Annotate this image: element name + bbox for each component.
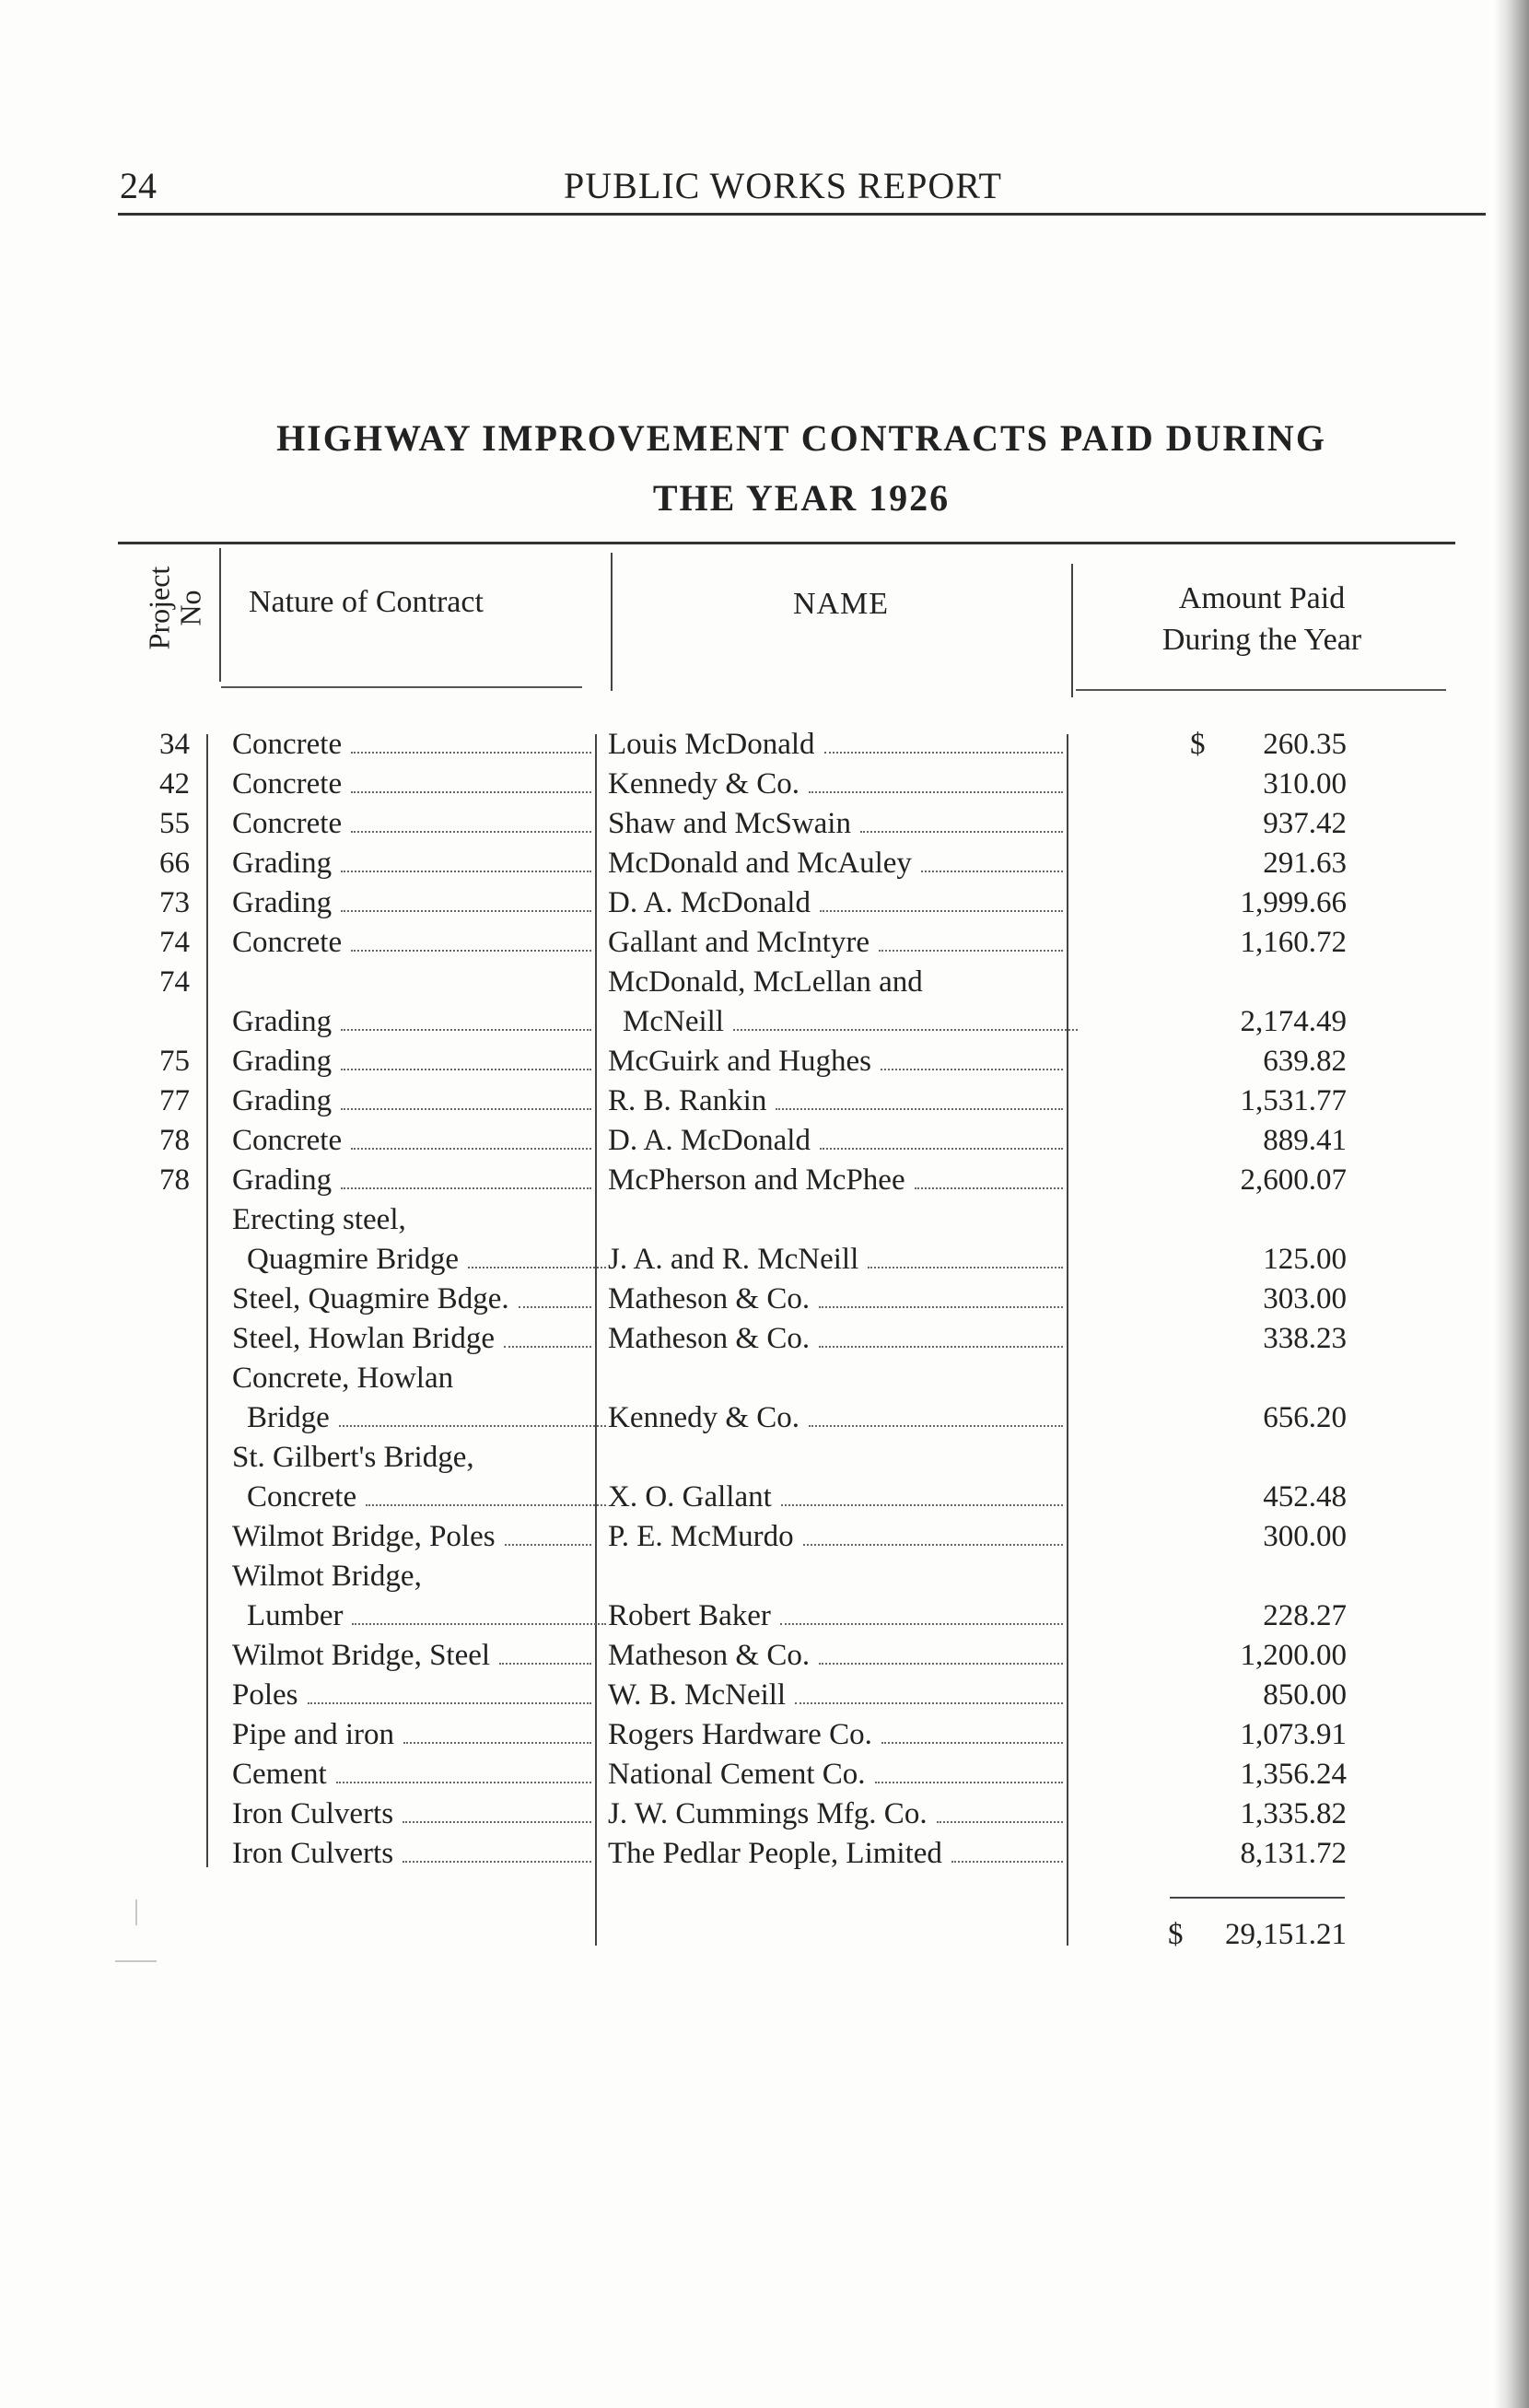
dot-leader (860, 831, 1063, 833)
dot-leader (776, 1108, 1063, 1110)
table-row (0, 1678, 1455, 1718)
project-no-cell: 66 (159, 847, 190, 880)
contractor-name-cell (608, 965, 1065, 1045)
contractor-name-cell (608, 926, 1065, 965)
grand-total (1161, 1918, 1347, 1952)
dot-leader (351, 1148, 591, 1150)
print-smudge (135, 1900, 137, 1925)
contractor-name-cell (608, 728, 1065, 767)
table-row (0, 886, 1455, 926)
nature-cell (232, 1837, 593, 1876)
dot-leader (351, 831, 591, 833)
dot-leader (809, 791, 1063, 793)
nature-text: Grading (232, 1084, 333, 1117)
amount-cell: 1,335.82 (1240, 1797, 1347, 1830)
nature-text: Concrete (247, 1480, 357, 1514)
nature-cell (232, 807, 593, 847)
nature-text: Quagmire Bridge (247, 1243, 460, 1276)
contractor-name-text: Kennedy & Co. (608, 1401, 800, 1434)
amount-cell: 937.42 (1263, 807, 1347, 840)
total-rule (1170, 1897, 1345, 1899)
dot-leader (468, 1267, 606, 1268)
nature-cell (232, 728, 593, 767)
amount-cell: 125.00 (1263, 1243, 1347, 1276)
contractor-name-text: R. B. Rankin (608, 1084, 767, 1117)
project-no-cell: 78 (159, 1163, 190, 1197)
contractor-name-text: Rogers Hardware Co. (608, 1718, 872, 1751)
dot-leader (341, 1029, 591, 1031)
dot-leader (915, 1187, 1063, 1189)
column-header-project-no: Project No (141, 566, 206, 650)
table-row (0, 807, 1455, 847)
dot-leader (336, 1782, 591, 1783)
contractor-name-text: McPherson and McPhee (608, 1163, 905, 1197)
nature-text: Lumber (247, 1599, 344, 1632)
table-row (0, 965, 1455, 1045)
nature-text: Iron Culverts (232, 1797, 394, 1830)
table-row (0, 1520, 1455, 1560)
total-amount: 29,151.21 (1225, 1918, 1347, 1951)
nature-cell (232, 1163, 593, 1203)
header-bottom-rule (221, 686, 582, 688)
nature-text: Grading (232, 1005, 333, 1038)
dot-leader (824, 752, 1063, 754)
dot-leader (341, 1187, 591, 1189)
nature-text: Concrete (232, 767, 343, 801)
dot-leader (881, 1069, 1063, 1070)
dot-leader (809, 1425, 1063, 1427)
contractor-name-text: Shaw and McSwain (608, 807, 851, 840)
contractor-name-text: Gallant and McIntyre (608, 926, 870, 959)
total-currency: $ (1168, 1918, 1184, 1951)
table-row (0, 1322, 1455, 1362)
contractor-name-text: P. E. McMurdo (608, 1520, 794, 1553)
contractor-name-cell (608, 1599, 1065, 1639)
table-row (0, 847, 1455, 886)
project-no-cell: 73 (159, 886, 190, 919)
contractor-name-cell (608, 807, 1065, 847)
amount-cell: 850.00 (1263, 1678, 1347, 1712)
nature-cell (232, 1718, 593, 1758)
nature-text: Concrete (232, 807, 343, 840)
contractor-name-text: The Pedlar People, Limited (608, 1837, 942, 1870)
nature-cell (232, 926, 593, 965)
nature-text: Bridge (247, 1401, 330, 1434)
nature-cell (232, 1797, 593, 1837)
amount-cell: 1,999.66 (1240, 886, 1347, 919)
nature-text: Grading (232, 886, 333, 919)
table-row (0, 1282, 1455, 1322)
page-number: 24 (120, 165, 157, 206)
contractor-name-cell (608, 1163, 1065, 1203)
dot-leader (505, 1544, 591, 1546)
amount-cell: 228.27 (1263, 1599, 1347, 1632)
contractor-name-text: Matheson & Co. (608, 1639, 811, 1672)
amount-cell: 656.20 (1263, 1401, 1347, 1434)
project-no-cell: 78 (159, 1124, 190, 1157)
project-no-cell: 74 (159, 926, 190, 959)
amount-cell: 2,174.49 (1240, 1005, 1347, 1038)
nature-text: St. Gilbert's Bridge, (232, 1441, 474, 1474)
contractor-name-cell (608, 1639, 1065, 1678)
table-title-line-1: HIGHWAY IMPROVEMENT CONTRACTS PAID DURING (276, 417, 1326, 459)
dot-leader (795, 1702, 1063, 1704)
nature-cell (232, 1362, 593, 1441)
nature-cell (232, 847, 593, 886)
nature-text: Concrete, Howlan (232, 1362, 454, 1395)
dot-leader (921, 871, 1063, 872)
dot-leader (781, 1504, 1063, 1506)
nature-cell (232, 767, 593, 807)
contractor-name-cell (608, 847, 1065, 886)
contractor-name-cell (608, 1045, 1065, 1084)
table-row (0, 1560, 1455, 1639)
nature-cell (232, 1084, 593, 1124)
nature-cell (232, 1322, 593, 1362)
table-row (0, 1362, 1455, 1441)
page-edge-shadow (1494, 0, 1529, 2408)
contractor-name-text: McDonald, McLellan and (608, 965, 923, 999)
contractor-name-cell (608, 1718, 1065, 1758)
table-row (0, 926, 1455, 965)
dot-leader (868, 1267, 1063, 1268)
column-header-name: NAME (792, 587, 890, 621)
contractor-name-cell (608, 1243, 1065, 1282)
contractor-name-cell (608, 1837, 1065, 1876)
nature-cell (232, 1124, 593, 1163)
dot-leader (519, 1306, 591, 1308)
contractor-name-text: McNeill (623, 1005, 724, 1038)
contractor-name-text: Matheson & Co. (608, 1282, 811, 1315)
nature-text: Steel, Howlan Bridge (232, 1322, 496, 1355)
contractor-name-text: J. A. and R. McNeill (608, 1243, 859, 1276)
contractor-name-text: D. A. McDonald (608, 886, 811, 919)
dot-leader (339, 1425, 606, 1427)
dot-leader (820, 1148, 1063, 1150)
nature-text: Wilmot Bridge, Steel (232, 1639, 491, 1672)
amount-cell: 1,356.24 (1240, 1758, 1347, 1791)
dot-leader (881, 1742, 1063, 1744)
contractor-name-text: W. B. McNeill (608, 1678, 787, 1712)
table-row (0, 1084, 1455, 1124)
nature-text: Concrete (232, 728, 343, 761)
nature-cell (232, 1282, 593, 1322)
amount-cell: 338.23 (1263, 1322, 1347, 1355)
dot-leader (780, 1623, 1063, 1625)
dot-leader (308, 1702, 591, 1704)
table-row (0, 1639, 1455, 1678)
nature-cell (232, 1203, 593, 1282)
contractor-name-cell (608, 886, 1065, 926)
table-row (0, 728, 1455, 767)
table-row (0, 1758, 1455, 1797)
contractor-name-cell (608, 1322, 1065, 1362)
nature-text: Wilmot Bridge, (232, 1560, 422, 1593)
dot-leader (820, 910, 1063, 912)
nature-cell (232, 1005, 593, 1045)
nature-text: Grading (232, 847, 333, 880)
table-row (0, 1163, 1455, 1203)
contractor-name-text: Kennedy & Co. (608, 767, 800, 801)
nature-text: Iron Culverts (232, 1837, 394, 1870)
dot-leader (504, 1346, 591, 1348)
column-header-nature: Nature of Contract (249, 585, 484, 619)
header-bottom-rule (1076, 689, 1446, 691)
contractor-name-cell (608, 1758, 1065, 1797)
table-row (0, 1045, 1455, 1084)
dot-leader (403, 1742, 591, 1744)
amount-cell: 1,200.00 (1240, 1639, 1347, 1672)
contractor-name-cell (608, 1401, 1065, 1441)
contractor-name-cell (608, 1678, 1065, 1718)
nature-text: Concrete (232, 926, 343, 959)
amount-cell: 1,531.77 (1240, 1084, 1347, 1117)
nature-text: Grading (232, 1163, 333, 1197)
amount-cell: 310.00 (1263, 767, 1347, 801)
header-divider (1071, 564, 1073, 697)
column-header-amount: Amount Paid During the Year (1161, 581, 1362, 657)
nature-text: Wilmot Bridge, Poles (232, 1520, 496, 1553)
nature-cell (232, 1639, 593, 1678)
amount-cell: 300.00 (1263, 1520, 1347, 1553)
amount-cell: 8,131.72 (1240, 1837, 1347, 1870)
amount-cell: 889.41 (1263, 1124, 1347, 1157)
amount-cell: 303.00 (1263, 1282, 1347, 1315)
amount-cell: 291.63 (1263, 847, 1347, 880)
amount-cell: 639.82 (1263, 1045, 1347, 1078)
contractor-name-text: J. W. Cummings Mfg. Co. (608, 1797, 928, 1830)
project-no-cell: 75 (159, 1045, 190, 1078)
page-header (120, 164, 1446, 214)
amount-cell: 1,160.72 (1240, 926, 1347, 959)
nature-cell (232, 1678, 593, 1718)
contractor-name-text: Matheson & Co. (608, 1322, 811, 1355)
nature-text: Pipe and iron (232, 1718, 394, 1751)
nature-text: Grading (232, 1045, 333, 1078)
dot-leader (819, 1663, 1063, 1665)
running-title: PUBLIC WORKS REPORT (564, 165, 1002, 206)
amount-cell: 452.48 (1263, 1480, 1347, 1514)
nature-cell (232, 1441, 593, 1520)
project-no-cell: 34 (159, 728, 190, 761)
contractor-name-text: Louis McDonald (608, 728, 815, 761)
header-divider (611, 553, 613, 691)
nature-cell (232, 1560, 593, 1639)
dot-leader (352, 1623, 606, 1625)
contractor-name-text: McGuirk and Hughes (608, 1045, 871, 1078)
contractor-name-cell (608, 1520, 1065, 1560)
contractor-name-cell (608, 1282, 1065, 1322)
dot-leader (403, 1821, 591, 1823)
contractor-name-cell (608, 1480, 1065, 1520)
dot-leader (875, 1782, 1063, 1783)
dot-leader (937, 1821, 1063, 1823)
nature-text: Concrete (232, 1124, 343, 1157)
dot-leader (819, 1346, 1063, 1348)
contractor-name-text: McDonald and McAuley (608, 847, 912, 880)
dot-leader (499, 1663, 591, 1665)
dot-leader (351, 752, 591, 754)
table-row (0, 1203, 1455, 1282)
dot-leader (819, 1306, 1063, 1308)
table-row (0, 1718, 1455, 1758)
dot-leader (341, 1108, 591, 1110)
contractor-name-text: Robert Baker (608, 1599, 771, 1632)
nature-cell (232, 1520, 593, 1560)
currency-symbol: $ (1190, 728, 1206, 761)
table-title-line-2: THE YEAR 1926 (652, 477, 951, 519)
project-no-cell: 42 (159, 767, 190, 801)
contractor-name-text: D. A. McDonald (608, 1124, 811, 1157)
amount-cell: 1,073.91 (1240, 1718, 1347, 1751)
dot-leader (341, 871, 591, 872)
print-smudge (115, 1960, 157, 1962)
project-no-cell: 55 (159, 807, 190, 840)
dot-leader (351, 791, 591, 793)
dot-leader (951, 1861, 1063, 1863)
nature-text: Steel, Quagmire Bdge. (232, 1282, 509, 1315)
nature-text: Cement (232, 1758, 327, 1791)
table-row (0, 1124, 1455, 1163)
contractor-name-cell (608, 1084, 1065, 1124)
contractor-name-text: X. O. Gallant (608, 1480, 772, 1514)
dot-leader (403, 1861, 591, 1863)
nature-text: Erecting steel, (232, 1203, 406, 1236)
table-top-rule (118, 542, 1455, 544)
project-no-cell: 74 (159, 965, 190, 999)
nature-text: Poles (232, 1678, 298, 1712)
contractor-name-cell (608, 1797, 1065, 1837)
table-row (0, 1837, 1455, 1876)
amount-cell: 2,600.07 (1240, 1163, 1347, 1197)
nature-cell (232, 886, 593, 926)
nature-cell (232, 1045, 593, 1084)
dot-leader (341, 910, 591, 912)
dot-leader (733, 1029, 1078, 1031)
dot-leader (341, 1069, 591, 1070)
header-rule (118, 213, 1486, 216)
dot-leader (366, 1504, 606, 1506)
table-row (0, 1441, 1455, 1520)
contractor-name-text: National Cement Co. (608, 1758, 866, 1791)
table-row (0, 1797, 1455, 1837)
table-row (0, 767, 1455, 807)
contractor-name-cell (608, 1124, 1065, 1163)
dot-leader (879, 950, 1063, 952)
amount-cell: 260.35 (1263, 728, 1347, 761)
dot-leader (351, 950, 591, 952)
nature-cell (232, 1758, 593, 1797)
dot-leader (803, 1544, 1063, 1546)
contractor-name-cell (608, 767, 1065, 807)
project-no-cell: 77 (159, 1084, 190, 1117)
